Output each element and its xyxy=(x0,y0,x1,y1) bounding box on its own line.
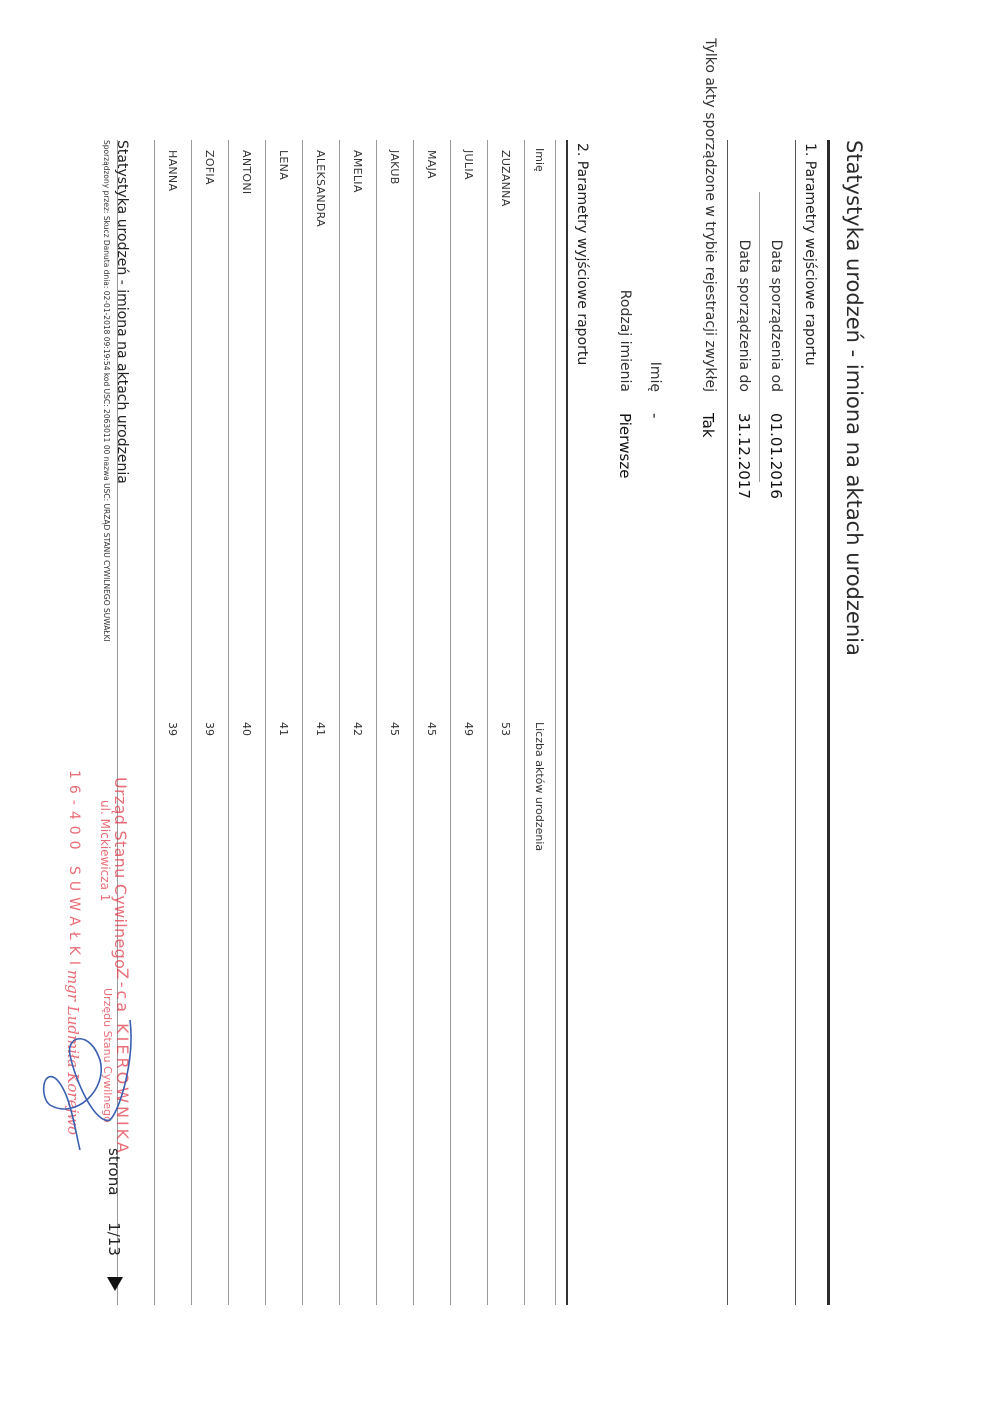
column-header-count: Liczba aktów urodzenia xyxy=(525,714,556,1305)
param-value: - xyxy=(646,413,664,419)
table-row xyxy=(192,140,229,1305)
footer-meta: Sporządzony przez: Skucz Danuta dnia: 02-01-2018 09:19:54 kod USC: 2063011 00 nazwa USC: URZĄD STANU CYWILNEGO SUWAŁKI xyxy=(102,140,111,642)
section1-heading: 1. Parametry wejściowe raportu xyxy=(802,143,818,366)
table-header-row xyxy=(525,140,556,1305)
stamp-office-line1: Urząd Stanu Cywilnego xyxy=(111,777,130,970)
cell-name: AMELIA xyxy=(340,140,377,714)
cell-count: 40 xyxy=(229,714,266,1305)
section2-heading: 2. Parametry wyjściowe raportu xyxy=(574,143,590,366)
cell-count: 42 xyxy=(340,714,377,1305)
param-label: Imię xyxy=(647,361,663,392)
cell-name: JULIA xyxy=(451,140,488,714)
param-rule xyxy=(727,140,728,1305)
param-rule xyxy=(759,192,760,482)
cell-count: 41 xyxy=(266,714,303,1305)
cell-count: 39 xyxy=(192,714,229,1305)
table-row xyxy=(414,140,451,1305)
stamp-office-line2: ul. Mickiewicza 1 xyxy=(98,800,112,902)
cell-count: 53 xyxy=(488,714,525,1305)
page-label: strona xyxy=(105,1148,123,1196)
page-number: 1/13 xyxy=(105,1222,123,1256)
table-row xyxy=(377,140,414,1305)
report-title: Statystyka urodzeń - imiona na aktach urodzenia xyxy=(842,140,866,656)
param-value: 01.01.2016 xyxy=(767,413,785,499)
param-label: Data sporządzenia do xyxy=(736,239,752,392)
stamp-office-line3: 16-400 SUWAŁKI xyxy=(66,770,82,972)
table-row xyxy=(488,140,525,1305)
cell-name: JAKUB xyxy=(377,140,414,714)
table-row xyxy=(229,140,266,1305)
column-header-name: Imię xyxy=(525,140,556,714)
table-row xyxy=(303,140,340,1305)
param-label: Data sporządzenia od xyxy=(768,239,784,392)
cell-count: 45 xyxy=(414,714,451,1305)
section1-rule xyxy=(795,140,796,1305)
stamp-official-line2: Urzędu Stanu Cywilnego xyxy=(101,988,114,1123)
cell-count: 41 xyxy=(303,714,340,1305)
cell-name: LENA xyxy=(266,140,303,714)
next-page-arrow-icon[interactable] xyxy=(107,1277,123,1291)
param-label-multiline: Tylko akty sporządzone w trybie rejestracji zwykłej xyxy=(702,38,718,392)
section2-rule xyxy=(566,140,568,1305)
cell-count: 49 xyxy=(451,714,488,1305)
cell-count: 45 xyxy=(377,714,414,1305)
page-indicator xyxy=(105,1148,123,1256)
names-table xyxy=(117,140,556,1305)
stamp-official-line3: mgr Ludmiła Korejwo xyxy=(64,970,82,1135)
cell-count: 39 xyxy=(155,714,192,1305)
cell-name: ZUZANNA xyxy=(488,140,525,714)
stamp-official-line1: Z-ca KIEROWNIKA xyxy=(113,968,132,1156)
table-row xyxy=(451,140,488,1305)
param-label: Rodzaj imienia xyxy=(617,289,633,392)
title-rule xyxy=(827,140,830,1305)
param-value: Pierwsze xyxy=(616,413,634,479)
footer-title: Statystyka urodzeń - imiona na aktach urodzenia xyxy=(114,140,130,484)
cell-name: MAJA xyxy=(414,140,451,714)
param-value: 31.12.2017 xyxy=(735,413,753,499)
signature-stroke xyxy=(44,1020,131,1150)
param-value: Tak xyxy=(699,413,717,438)
cell-name: HANNA xyxy=(155,140,192,714)
cell-name: ALEKSANDRA xyxy=(303,140,340,714)
cell-name: ANTONI xyxy=(229,140,266,714)
cell-name: ZOFIA xyxy=(192,140,229,714)
table-row xyxy=(340,140,377,1305)
table-row xyxy=(266,140,303,1305)
signature-graphic xyxy=(30,1000,170,1160)
